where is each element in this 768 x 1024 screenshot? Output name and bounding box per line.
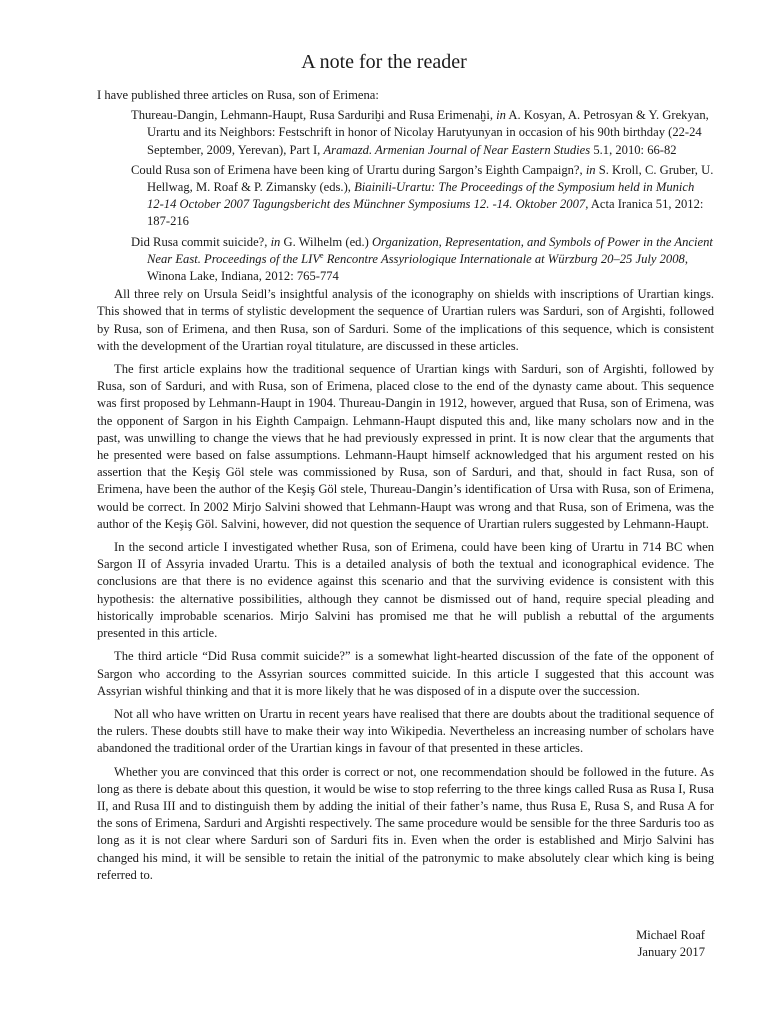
page-title: A note for the reader — [301, 51, 467, 73]
reference-in: in — [270, 234, 281, 249]
reference-text: 5.1, 2010: 66-82 — [590, 142, 677, 157]
intro-line: I have published three articles on Rusa, son of Erimena: — [97, 88, 379, 102]
reference-item-2 — [131, 162, 714, 231]
author-name: Michael Roaf — [636, 928, 705, 942]
reference-text: S. Kroll, C. Gruber, U. Hellwag, M. Roaf & P. Zimansky (eds.), — [147, 162, 714, 195]
paragraph-6: Whether you are convinced that this order is correct or not, one recommendation should be followed in the future. As long as there is debate about this question, it would be wise to stop referring to the three kings called Rusa as Rusa I, Rusa II, and Rusa III and to distinguish them by adding the initial of their father’s name, thus Rusa E, Rusa S, and Rusa A for the sons of Erimena, Sarduri and Argishti respectively. The same procedure would be sensible for the three Sarduris too as long as it is not clear where Sarduri son of Sarduri fits in. Even when the order is established and Mirjo Salvini has changed his mind, it will be sensible to retain the initial of the patronymic to make absolutely clear which king is being referred to. — [97, 764, 714, 882]
reference-text: , Acta Iranica 51, 2012: 187-216 — [147, 197, 704, 229]
paragraph-2: The first article explains how the traditional sequence of Urartian kings with Sarduri, son of Argishti, followed by Rusa, son of Sarduri, and with Rusa, son of Erimena, placed close to the end of the dynasty came about. This sequence was first proposed by Lehmann-Haupt in 1904. Thureau-Dangin in 1912, however, argued that Rusa, son of Erimena, was the opponent of Sargon in his Eighth Campaign. Lehmann-Haupt disputed this and, like many scholars now and in the past, was unwilling to change the views that he had previously expressed in print. It is now clear that the arguments that he presented were based on false assumptions. Lehmann-Haupt himself acknowledged that his argument rested on his assertion that the Keşiş Göl stele was commissioned by Rusa, son of Sarduri, and that, should in fact Rusa, son of Erimena, have been the author of the Keşiş Göl stele, Thureau-Dangin’s identification of Ursa with Rusa, son of Erimena, would be correct. In 2002 Mirjo Salvini showed that Lehmann-Haupt was wrong and that Rusa, son of Erimena, was the author of the Keşiş Göl. Salvini, however, did not question the sequence of Urartian rulers suggested by Lehmann-Haupt. — [97, 362, 714, 531]
paragraph-3: In the second article I investigated whether Rusa, son of Erimena, could have been king of Urartu in 714 BC when Sargon II of Assyria invaded Urartu. This is a detailed analysis of both the textual and iconographical evidence. The conclusions are that there is no evidence against this scenario and that the surviving evidence is consistent with this hypothesis: the alternative possibilities, although they cannot be dismissed out of hand, require special pleading and historically improbable scenarios. Mirjo Salvini has promised me that he will publish a rebuttal of the arguments presented in this article. — [97, 540, 714, 641]
signature-block — [636, 927, 705, 961]
reference-text: Did Rusa commit suicide?, — [131, 234, 271, 249]
reference-item-1 — [131, 107, 714, 159]
reference-book: Biainili-Urartu: The Proceedings of the Symposium held in Munich 12-14 October 2007 Tagungsbericht des Münchner Symposiums 12. -14. Oktober 2007 — [147, 180, 695, 212]
reference-superscript: e — [320, 250, 324, 260]
reference-text: A. Kosyan, A. Petrosyan & Y. Grekyan, Urartu and its Neighbors: Festschrift in honor of Nicolay Harutyunyan in occasion of his 90th birthday (22-24 September, 2009, Yerevan), Part I, — [147, 108, 709, 157]
paragraph-4: The third article “Did Rusa commit suicide?” is a somewhat light-hearted discussion of the fate of the opponent of Sargon who according to the Assyrian sources committed suicide. In this article I suggested that this account was Assyrian wishful thinking and that it is more likely that he was disposed of in a dispute over the succession. — [97, 649, 714, 698]
reference-in: in — [496, 108, 506, 123]
paragraph-5: Not all who have written on Urartu in recent years have realised that there are doubts about the traditional sequence of the rulers. These doubts still have to make their way into Wikipedia. Nevertheless an increasing number of scholars have abandoned the traditional order of the Urartian kings in favour of that presented in these articles. — [97, 706, 714, 756]
reference-text: Could Rusa son of Erimena have been king of Urartu during Sargon’s Eighth Campaign?, — [131, 162, 586, 177]
reference-book: Organization, Representation, and Symbols of Power in the Ancient Near East. Proceedings of the LIV — [147, 234, 713, 266]
reference-in: in — [585, 162, 596, 177]
reference-journal: Aramazd. Armenian Journal of Near Eastern Studies — [323, 142, 591, 157]
document-body — [97, 87, 714, 890]
reference-text: G. Wilhelm (ed.) — [280, 234, 372, 249]
paragraph-1: All three rely on Ursula Seidl’s insightful analysis of the iconography on shields with inscriptions of Urartian kings. This showed that in terms of stylistic development the sequence of Urartian rulers was Sarduri, son of Argishti, followed by Rusa, son of Erimena, and then Rusa, son of Sarduri. Some of the implications of this sequence, which is consistent with the development of the Urartian royal titulature, are discussed in these articles. — [97, 287, 714, 353]
reference-book: Rencontre Assyriologique Internationale at Würzburg 20–25 July 2008 — [323, 251, 685, 266]
reference-text: , Winona Lake, Indiana, 2012: 765-774 — [147, 251, 688, 284]
reference-item-3 — [131, 234, 714, 286]
signature-date: January 2017 — [637, 945, 705, 959]
reference-list — [97, 107, 714, 285]
reference-text: Thureau-Dangin, Lehmann-Haupt, Rusa Sarduriḫi and Rusa Erimenaḫi, — [131, 108, 497, 123]
